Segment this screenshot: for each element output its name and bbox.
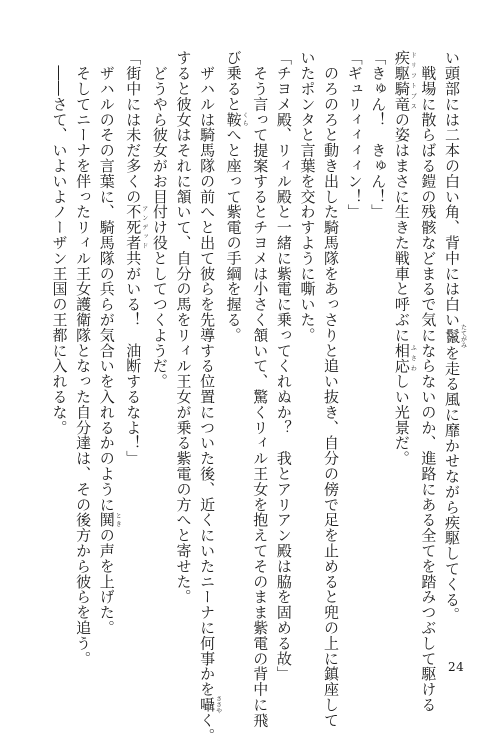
ruby-reading: とき [114,512,122,528]
ruby-reading: アンデッド [140,204,148,251]
text-line [194,50,222,743]
text-segment: どうやら彼女がお目付け役としてつくようだ。 [150,50,169,389]
text-line [248,50,272,728]
text-segment: 共がいる！ 油断するなよ！」 [124,250,143,466]
ruby-reading: くら [241,111,249,127]
ruby-base: 鬨 [97,512,116,528]
text-line [71,50,95,666]
text-line [271,50,295,682]
page-number: 24 [448,660,465,674]
text-line [342,50,366,650]
text-segment: の姿はまさに生きた戦車と呼ぶに [392,111,411,343]
text-segment: 「ギュリィィィィン！」 [345,50,364,220]
ruby-reading: ふさわ [409,342,417,374]
text-line [366,50,390,650]
text-segment: く。 [198,712,217,743]
text-segment: い頭部には二本の白い角、背中には白い [443,50,461,328]
text-line [318,50,342,728]
ruby-base: 鞍 [224,111,243,128]
text-line [439,50,466,650]
text-segment: 「きゅん！ きゅん！」 [369,50,388,220]
ruby-reading: ささや [214,695,222,714]
text-segment: そう言って提案するとチヨメは小さく頷いて、驚くリィル王女を抱えてそのまま紫電の背中に飛 [251,50,270,728]
text-line [416,50,440,713]
ruby-annotation [224,111,249,128]
text-line [147,50,171,650]
ruby-annotation [97,512,122,528]
text-segment: 「チヨメ殿、リィル殿と一緒に紫電に乗ってくれぬか？ 我とアリアン殿は脇を固める故」 [274,50,293,682]
text-line [121,50,148,650]
ruby-base: 疾駆騎竜 [392,50,411,112]
text-segment: 「街中には未だ多くの [124,50,143,204]
text-segment: へと座って紫電の手綱を握る。 [224,127,243,343]
ruby-annotation [124,204,148,251]
text-line [295,50,319,650]
ruby-base: 鬣 [443,324,461,349]
text-line [171,50,195,650]
text-segment: を走る風に靡かせながら疾駆してくる。 [443,345,461,623]
text-segment: いたポンタと言葉を交わすように嘶いた。 [298,50,317,343]
text-segment: そしてニーナを伴ったリィル王女護衛隊となった自分達は、その後方から彼らを追う。 [74,50,93,666]
ruby-annotation [198,695,222,714]
ruby-annotation [392,342,417,374]
text-segment: すると彼女はそれに頷いて、自分の馬をリィル王女が乗る紫電の方へと寄せた。 [174,50,193,605]
ruby-reading: たてがみ [459,324,467,349]
ruby-base: 相応 [392,342,411,374]
text-segment: 戦場に散らばる鎧の残骸などまるで気にならないのか、進路にある全てを踏みつぶして駆ける [419,50,438,713]
text-segment: のろのろと動き出した騎馬隊をあっさりと追い抜き、自分の傍で足を止めると兜の上に鎮座して [322,50,341,728]
ruby-annotation [392,50,417,112]
text-segment: ザハルは騎馬隊の前へと出て彼らを先導する位置についた後、近くにいたニーナに何事かを [198,50,217,697]
text-line [47,50,71,650]
ruby-annotation [443,324,467,349]
text-line [389,50,416,650]
ruby-base: 不死者 [124,204,143,251]
text-line [221,50,248,650]
ruby-base: 囁 [198,695,217,714]
text-segment: しい光景だ。 [392,373,411,466]
text-segment: ――さて、いよいよノーザン王国の王都に入れるな。 [50,50,69,435]
text-segment: の声を上げた。 [97,527,116,636]
ruby-reading: ドリフトブス [409,50,417,112]
text-line [94,50,121,650]
text-segment: び乗ると [224,50,243,112]
text-segment: ザハルのその言葉に、騎馬隊の兵らが気合いを入れるかのように [97,50,116,512]
